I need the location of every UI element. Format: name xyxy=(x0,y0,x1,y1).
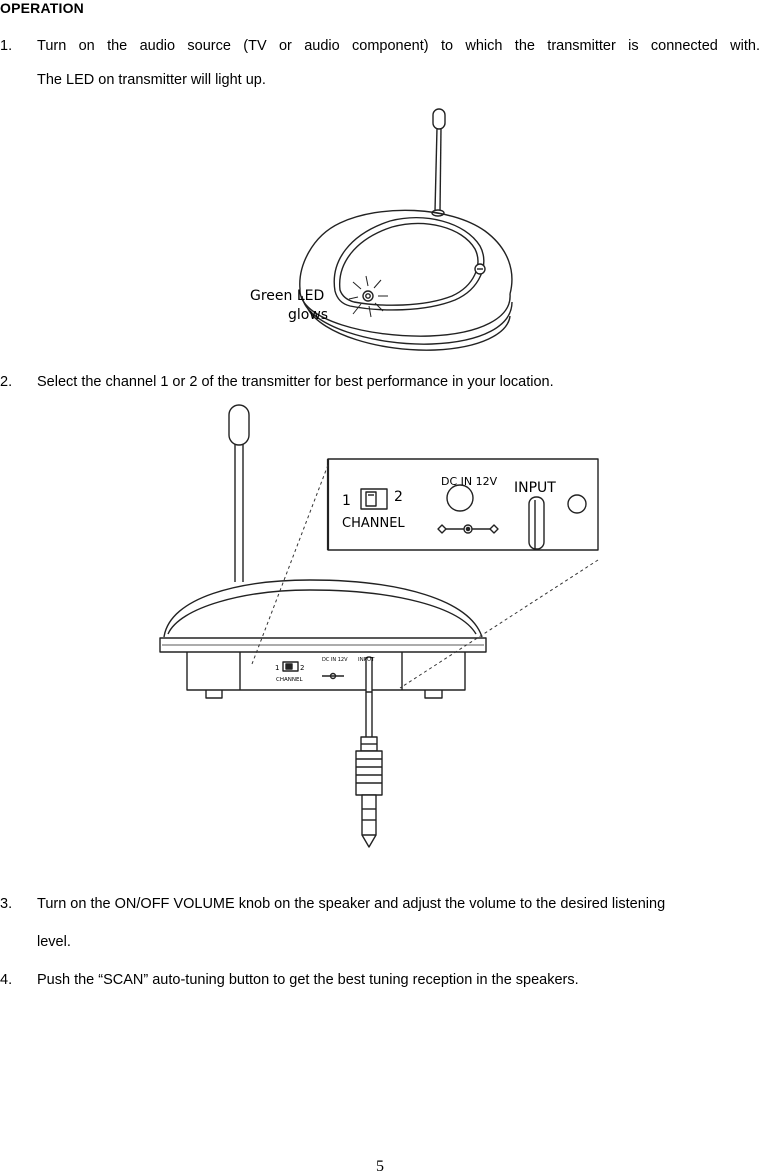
callout-label: Green LED xyxy=(250,288,325,304)
page-number: 5 xyxy=(376,1158,384,1175)
step-text-line: Select the channel 1 or 2 of the transmitter for best performance in your location. xyxy=(37,374,554,390)
transmitter-channel-figure xyxy=(150,402,610,852)
panel-label: DC IN 12V xyxy=(322,657,348,663)
panel-label: 2 xyxy=(394,489,403,505)
panel-label: 1 xyxy=(342,493,351,509)
step-text-line: Turn on the audio source (TV or audio component) to which the transmitter is connected with. xyxy=(37,38,760,54)
step-text-line: Turn on the ON/OFF VOLUME knob on the speaker and adjust the volume to the desired listening xyxy=(37,896,666,912)
panel-label: 2 xyxy=(300,664,305,672)
panel-label: DC IN 12V xyxy=(441,475,498,488)
panel-label: INPUT xyxy=(514,480,556,496)
panel-label: 1 xyxy=(275,664,280,672)
panel-label: CHANNEL xyxy=(276,677,303,683)
step-text-line: level. xyxy=(37,934,71,950)
panel-label: INPUT xyxy=(358,657,375,663)
step-text-line: The LED on transmitter will light up. xyxy=(37,72,266,88)
step-text-line: Push the “SCAN” auto-tuning button to get the best tuning reception in the speakers. xyxy=(37,972,579,988)
panel-label: CHANNEL xyxy=(342,516,405,531)
step-number: 1. xyxy=(0,38,13,54)
step-number: 2. xyxy=(0,374,13,390)
transmitter-led-figure xyxy=(240,106,530,356)
step-number: 4. xyxy=(0,972,13,988)
step-number: 3. xyxy=(0,896,13,912)
section-heading: OPERATION xyxy=(0,0,84,16)
callout-label: glows xyxy=(288,307,329,323)
